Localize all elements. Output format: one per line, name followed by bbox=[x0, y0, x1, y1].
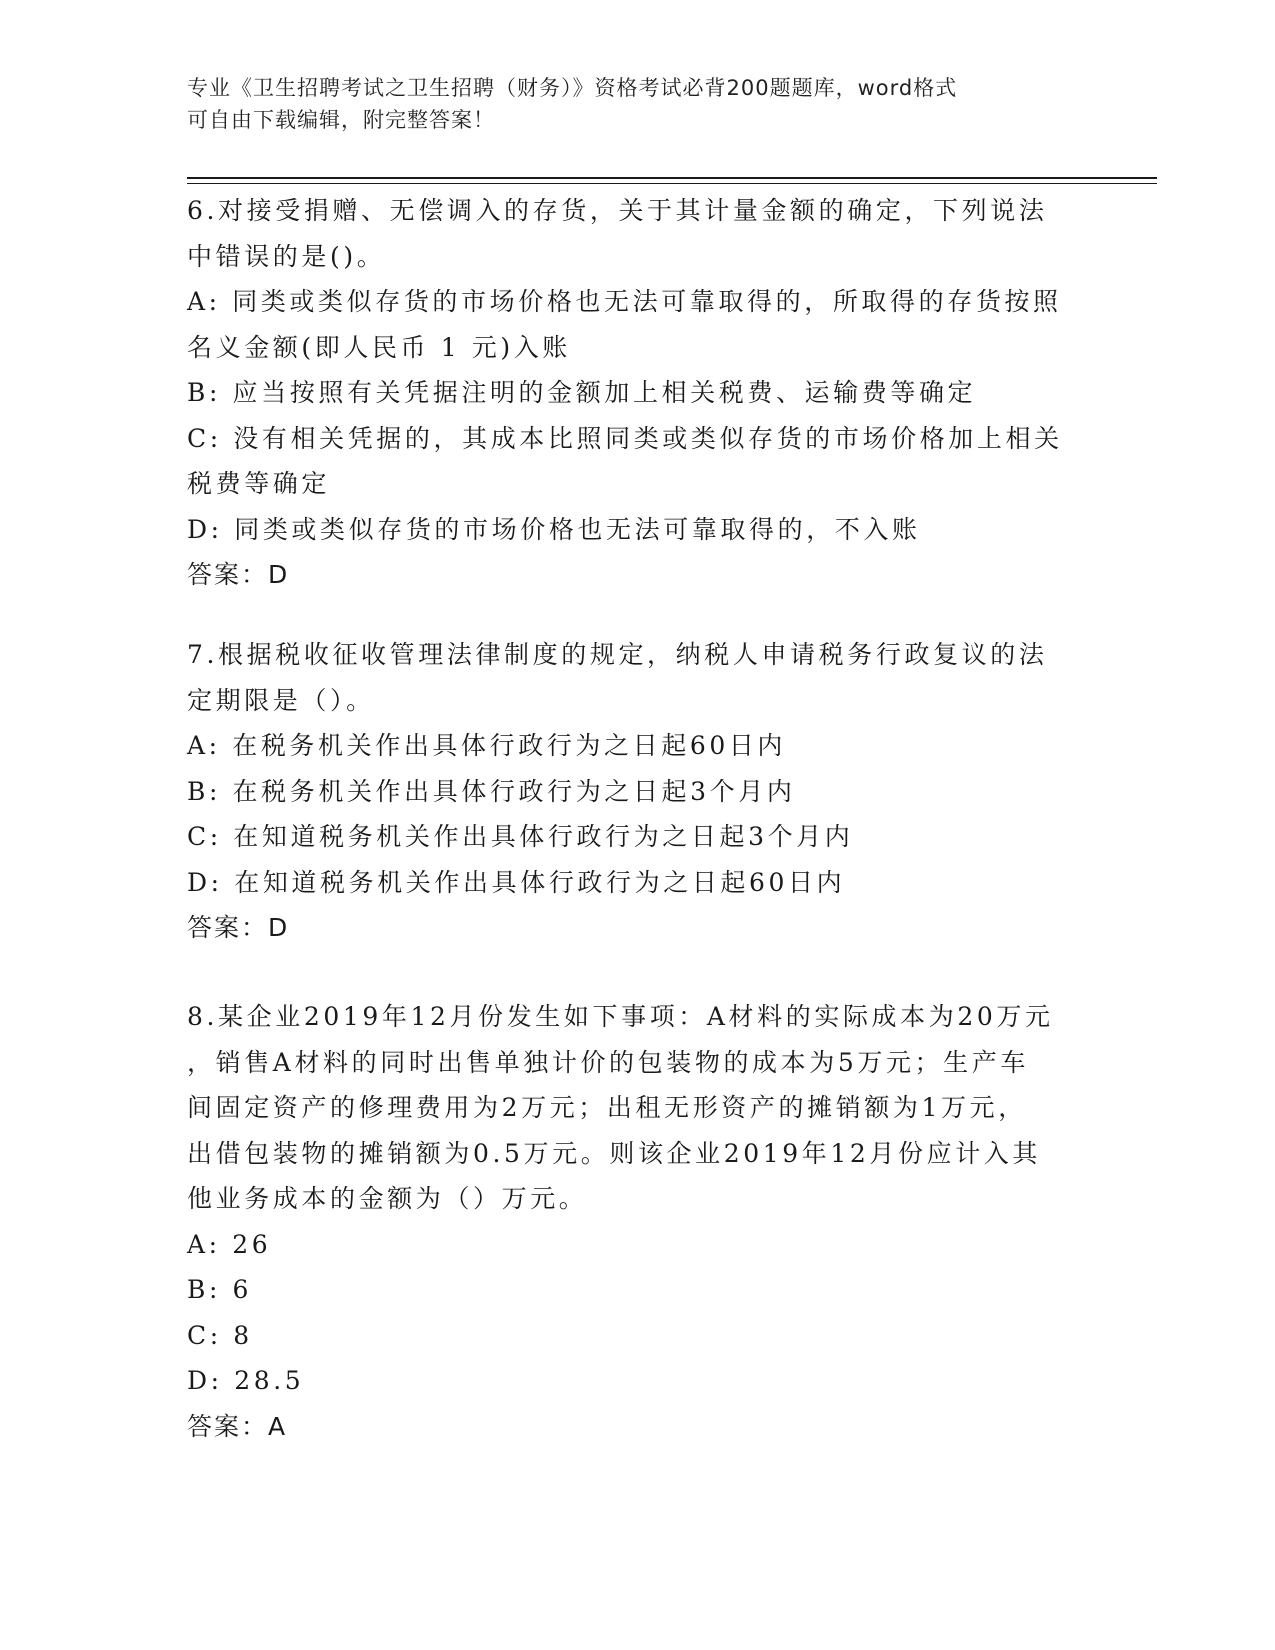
answer-label: 答案：D bbox=[187, 913, 290, 942]
question-7 bbox=[187, 632, 1087, 951]
option-c: C: 8 bbox=[187, 1320, 253, 1350]
header-line-2: 可自由下载编辑，附完整答案！ bbox=[187, 108, 495, 132]
header-divider-thick bbox=[187, 177, 1157, 179]
question-stem-line: 6.对接受捐赠、无偿调入的存货，关于其计量金额的确定，下列说法 bbox=[187, 196, 1048, 225]
option-a: A: 26 bbox=[187, 1229, 272, 1259]
option-b: B: 在税务机关作出具体行政行为之日起3个月内 bbox=[187, 776, 796, 806]
question-stem-line: 间固定资产的修理费用为2万元；出租无形资产的摊销额为1万元， bbox=[187, 1093, 1027, 1122]
answer-label: 答案：A bbox=[187, 1411, 288, 1441]
question-stem-line: 定期限是（）。 bbox=[187, 685, 375, 715]
header-divider-thin bbox=[187, 183, 1157, 184]
document-header bbox=[187, 72, 1087, 136]
option-a: A: 在税务机关作出具体行政行为之日起60日内 bbox=[187, 731, 787, 760]
answer-label: 答案：D bbox=[187, 560, 290, 589]
question-stem-line: 出借包装物的摊销额为0.5万元。则该企业2019年12月份应计入其 bbox=[187, 1138, 1041, 1168]
question-stem-line: 7.根据税收征收管理法律制度的规定，纳税人申请税务行政复议的法 bbox=[187, 640, 1048, 669]
option-a: A: 同类或类似存货的市场价格也无法可靠取得的，所取得的存货按照 bbox=[187, 287, 1062, 316]
option-c-continued: 税费等确定 bbox=[187, 469, 331, 498]
question-stem-line: ，销售A材料的同时出售单独计价的包装物的成本为5万元；生产车 bbox=[187, 1047, 1029, 1077]
question-stem-line: 中错误的是()。 bbox=[187, 241, 386, 271]
question-stem-line: 他业务成本的金额为（）万元。 bbox=[187, 1184, 588, 1213]
option-d: D: 同类或类似存货的市场价格也无法可靠取得的，不入账 bbox=[187, 514, 921, 544]
option-c: C: 在知道税务机关作出具体行政行为之日起3个月内 bbox=[187, 822, 854, 851]
option-d: D: 28.5 bbox=[187, 1366, 305, 1395]
question-8 bbox=[187, 994, 1087, 1449]
option-c: C: 没有相关凭据的，其成本比照同类或类似存货的市场价格加上相关 bbox=[187, 423, 1063, 453]
option-d: D: 在知道税务机关作出具体行政行为之日起60日内 bbox=[187, 867, 846, 897]
question-stem-line: 8.某企业2019年12月份发生如下事项：A材料的实际成本为20万元 bbox=[187, 1002, 1054, 1031]
header-line-1: 专业《卫生招聘考试之卫生招聘（财务）》资格考试必背200题题库，word格式 bbox=[187, 76, 958, 100]
option-a-continued: 名义金额(即人民币 1 元)入账 bbox=[187, 332, 571, 362]
option-b: B: 应当按照有关凭据注明的金额加上相关税费、运输费等确定 bbox=[187, 378, 977, 407]
question-6 bbox=[187, 188, 1087, 598]
option-b: B: 6 bbox=[187, 1275, 253, 1304]
